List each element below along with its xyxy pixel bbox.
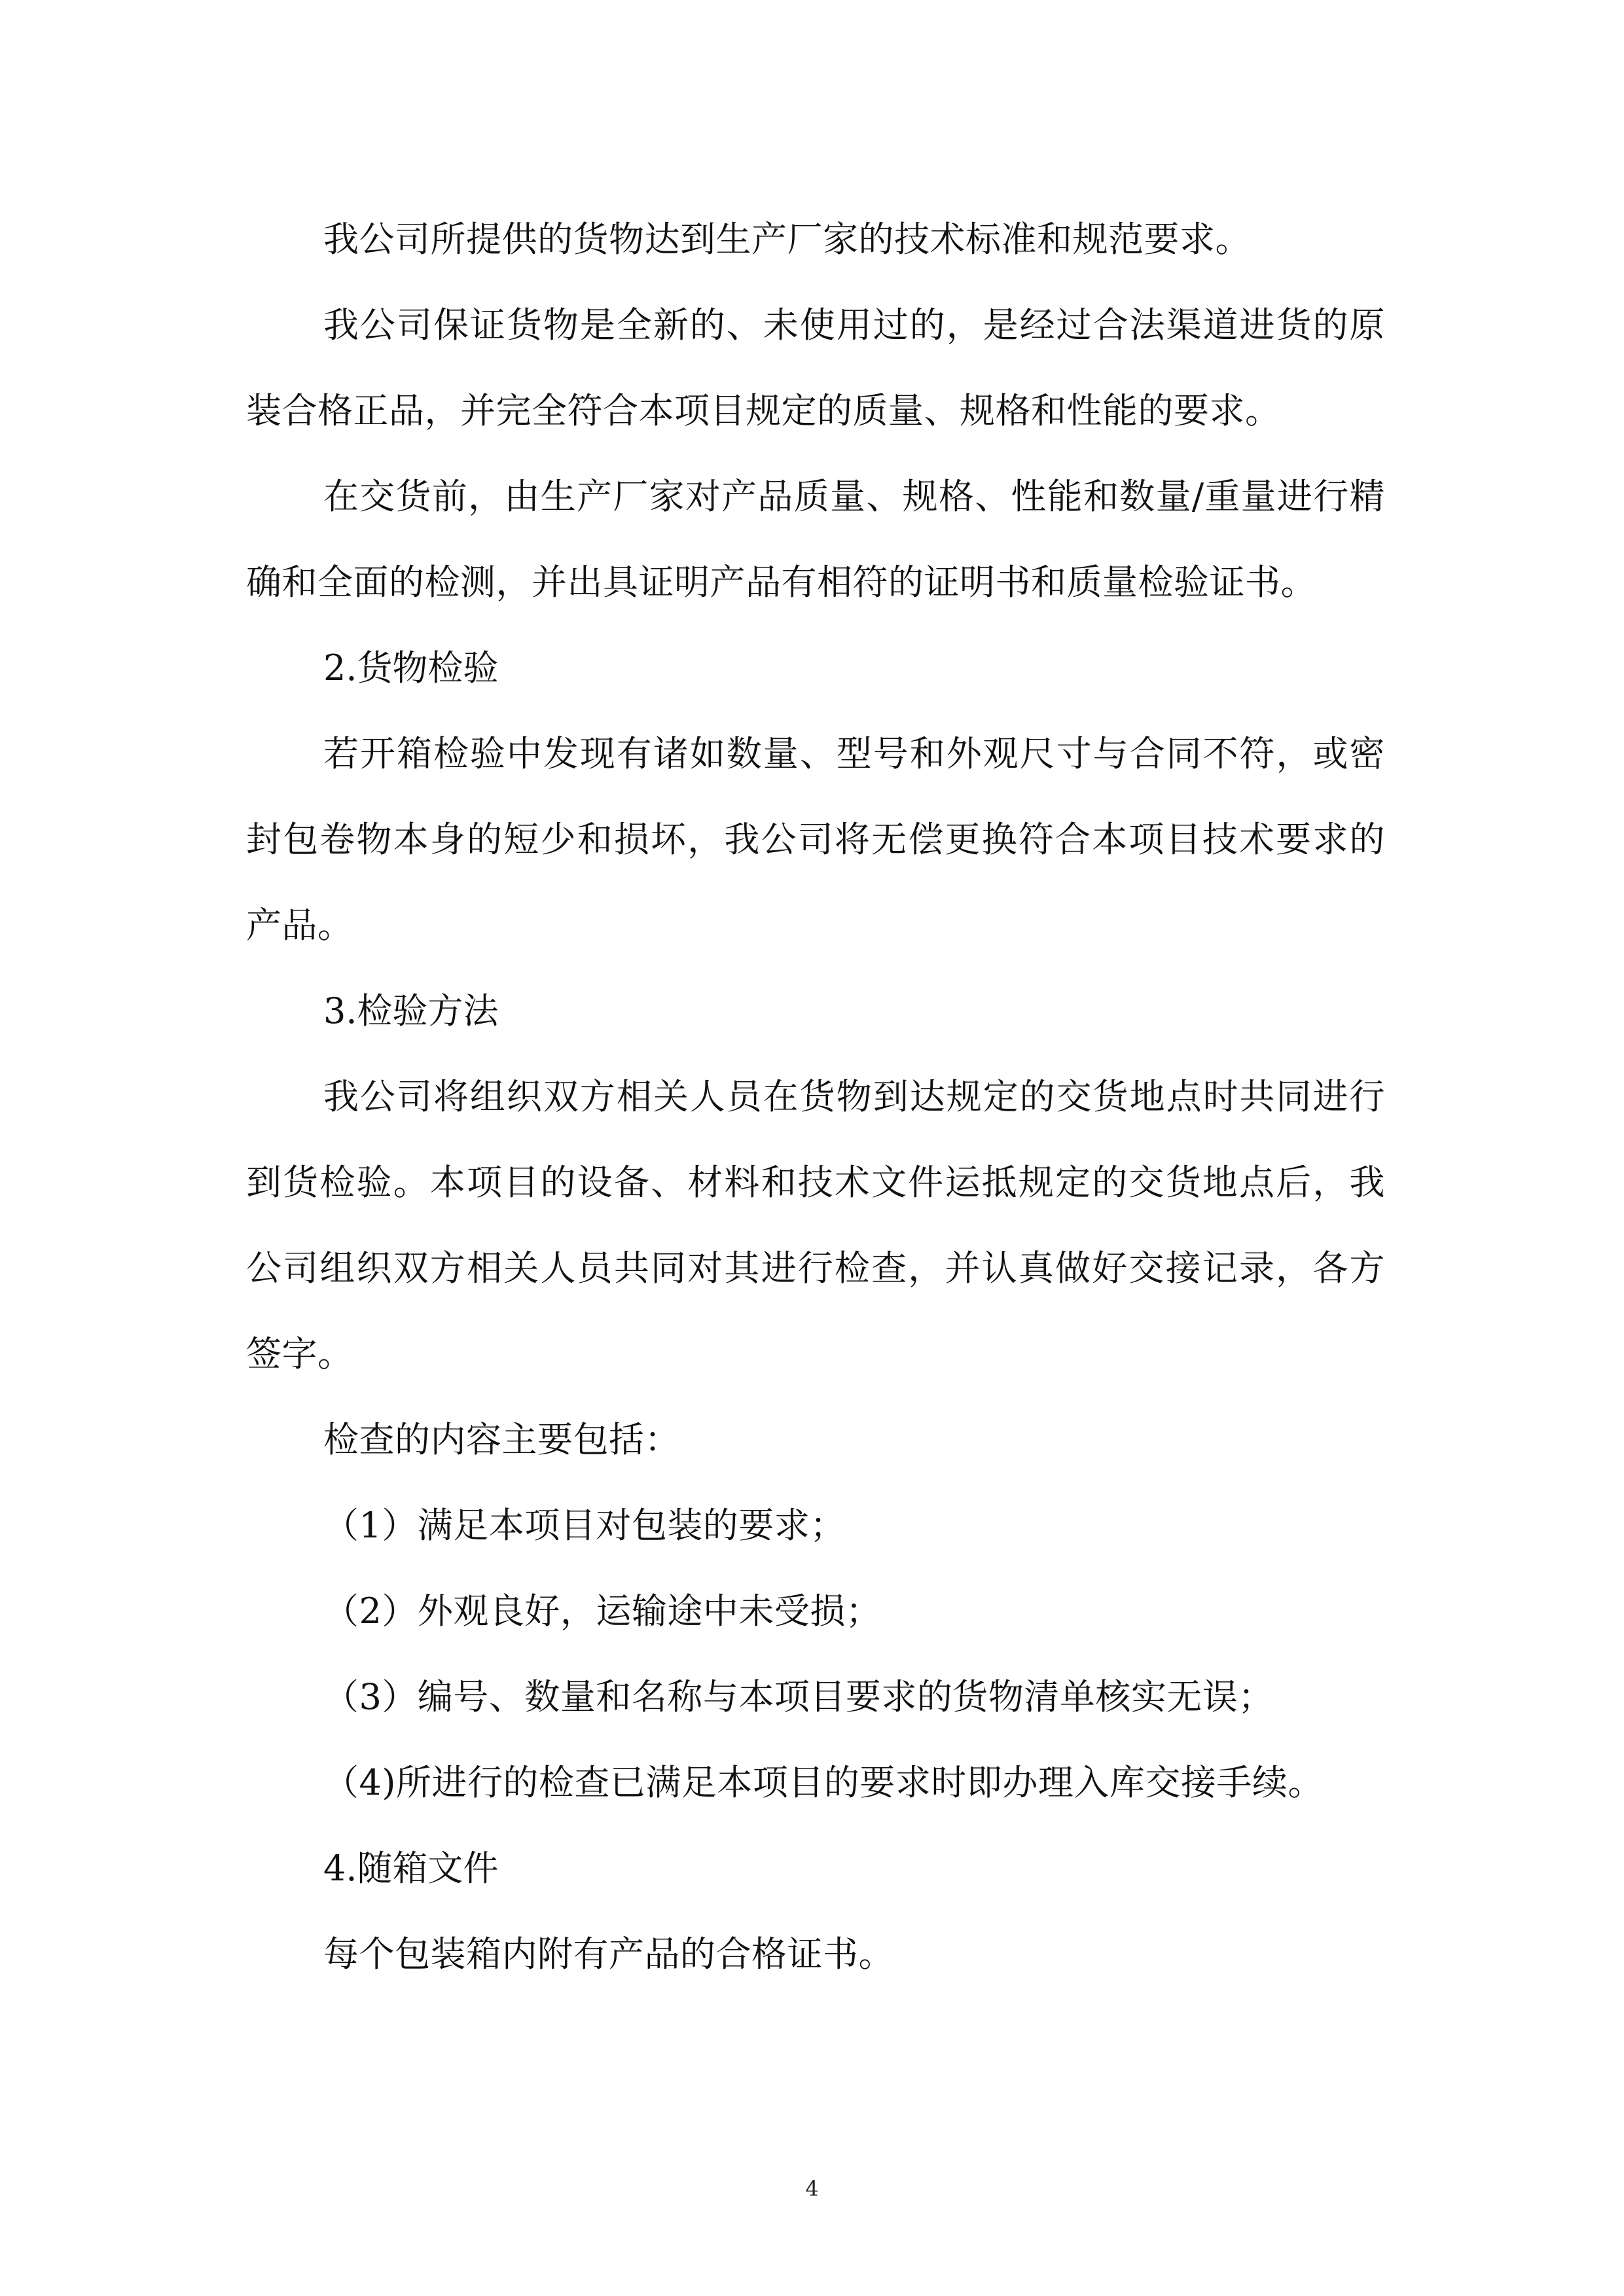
list-item-quantity-check: （3）编号、数量和名称与本项目要求的货物清单核实无误； [323,1676,1274,1717]
section-heading-inspection-method: 3.检验方法 [323,990,499,1031]
list-item-warehousing: （4)所进行的检查已满足本项目的要求时即办理入库交接手续。 [323,1762,1324,1803]
paragraph-goods-new-genuine: 我公司保证货物是全新的、未使用过的，是经过合法渠道进货的原装合格正品，并完全符合本项目规定的质量、规格和性能的要求。 [246,304,1385,431]
section-heading-accompanying-documents: 4.随箱文件 [323,1848,499,1889]
paragraph-goods-standard: 我公司所提供的货物达到生产厂家的技术标准和规范要求。 [323,219,1251,260]
paragraph-pre-delivery-inspection: 在交货前，由生产厂家对产品质量、规格、性能和数量/重量进行精确和全面的检测，并出具证明产品有相符的证明书和质量检验证书。 [246,476,1385,603]
page-number: 4 [805,2176,819,2201]
list-item-appearance: （2）外观良好，运输途中未受损； [323,1590,882,1632]
paragraph-joint-inspection: 我公司将组织双方相关人员在货物到达规定的交货地点时共同进行到货检验。本项目的设备、材料和技术文件运抵规定的交货地点后，我公司组织双方相关人员共同对其进行检查，并认真做好交接记录，各方签字。 [246,1076,1385,1374]
paragraph-inspection-contents-intro: 检查的内容主要包括： [323,1419,680,1460]
document-body [246,196,1385,1997]
list-item-packaging: （1）满足本项目对包装的要求； [323,1505,846,1546]
section-heading-goods-inspection: 2.货物检验 [323,647,499,689]
paragraph-certificate: 每个包装箱内附有产品的合格证书。 [323,1933,894,1975]
paragraph-unpacking-inspection: 若开箱检验中发现有诸如数量、型号和外观尺寸与合同不符，或密封包卷物本身的短少和损坏，我公司将无偿更换符合本项目技术要求的产品。 [246,733,1385,946]
